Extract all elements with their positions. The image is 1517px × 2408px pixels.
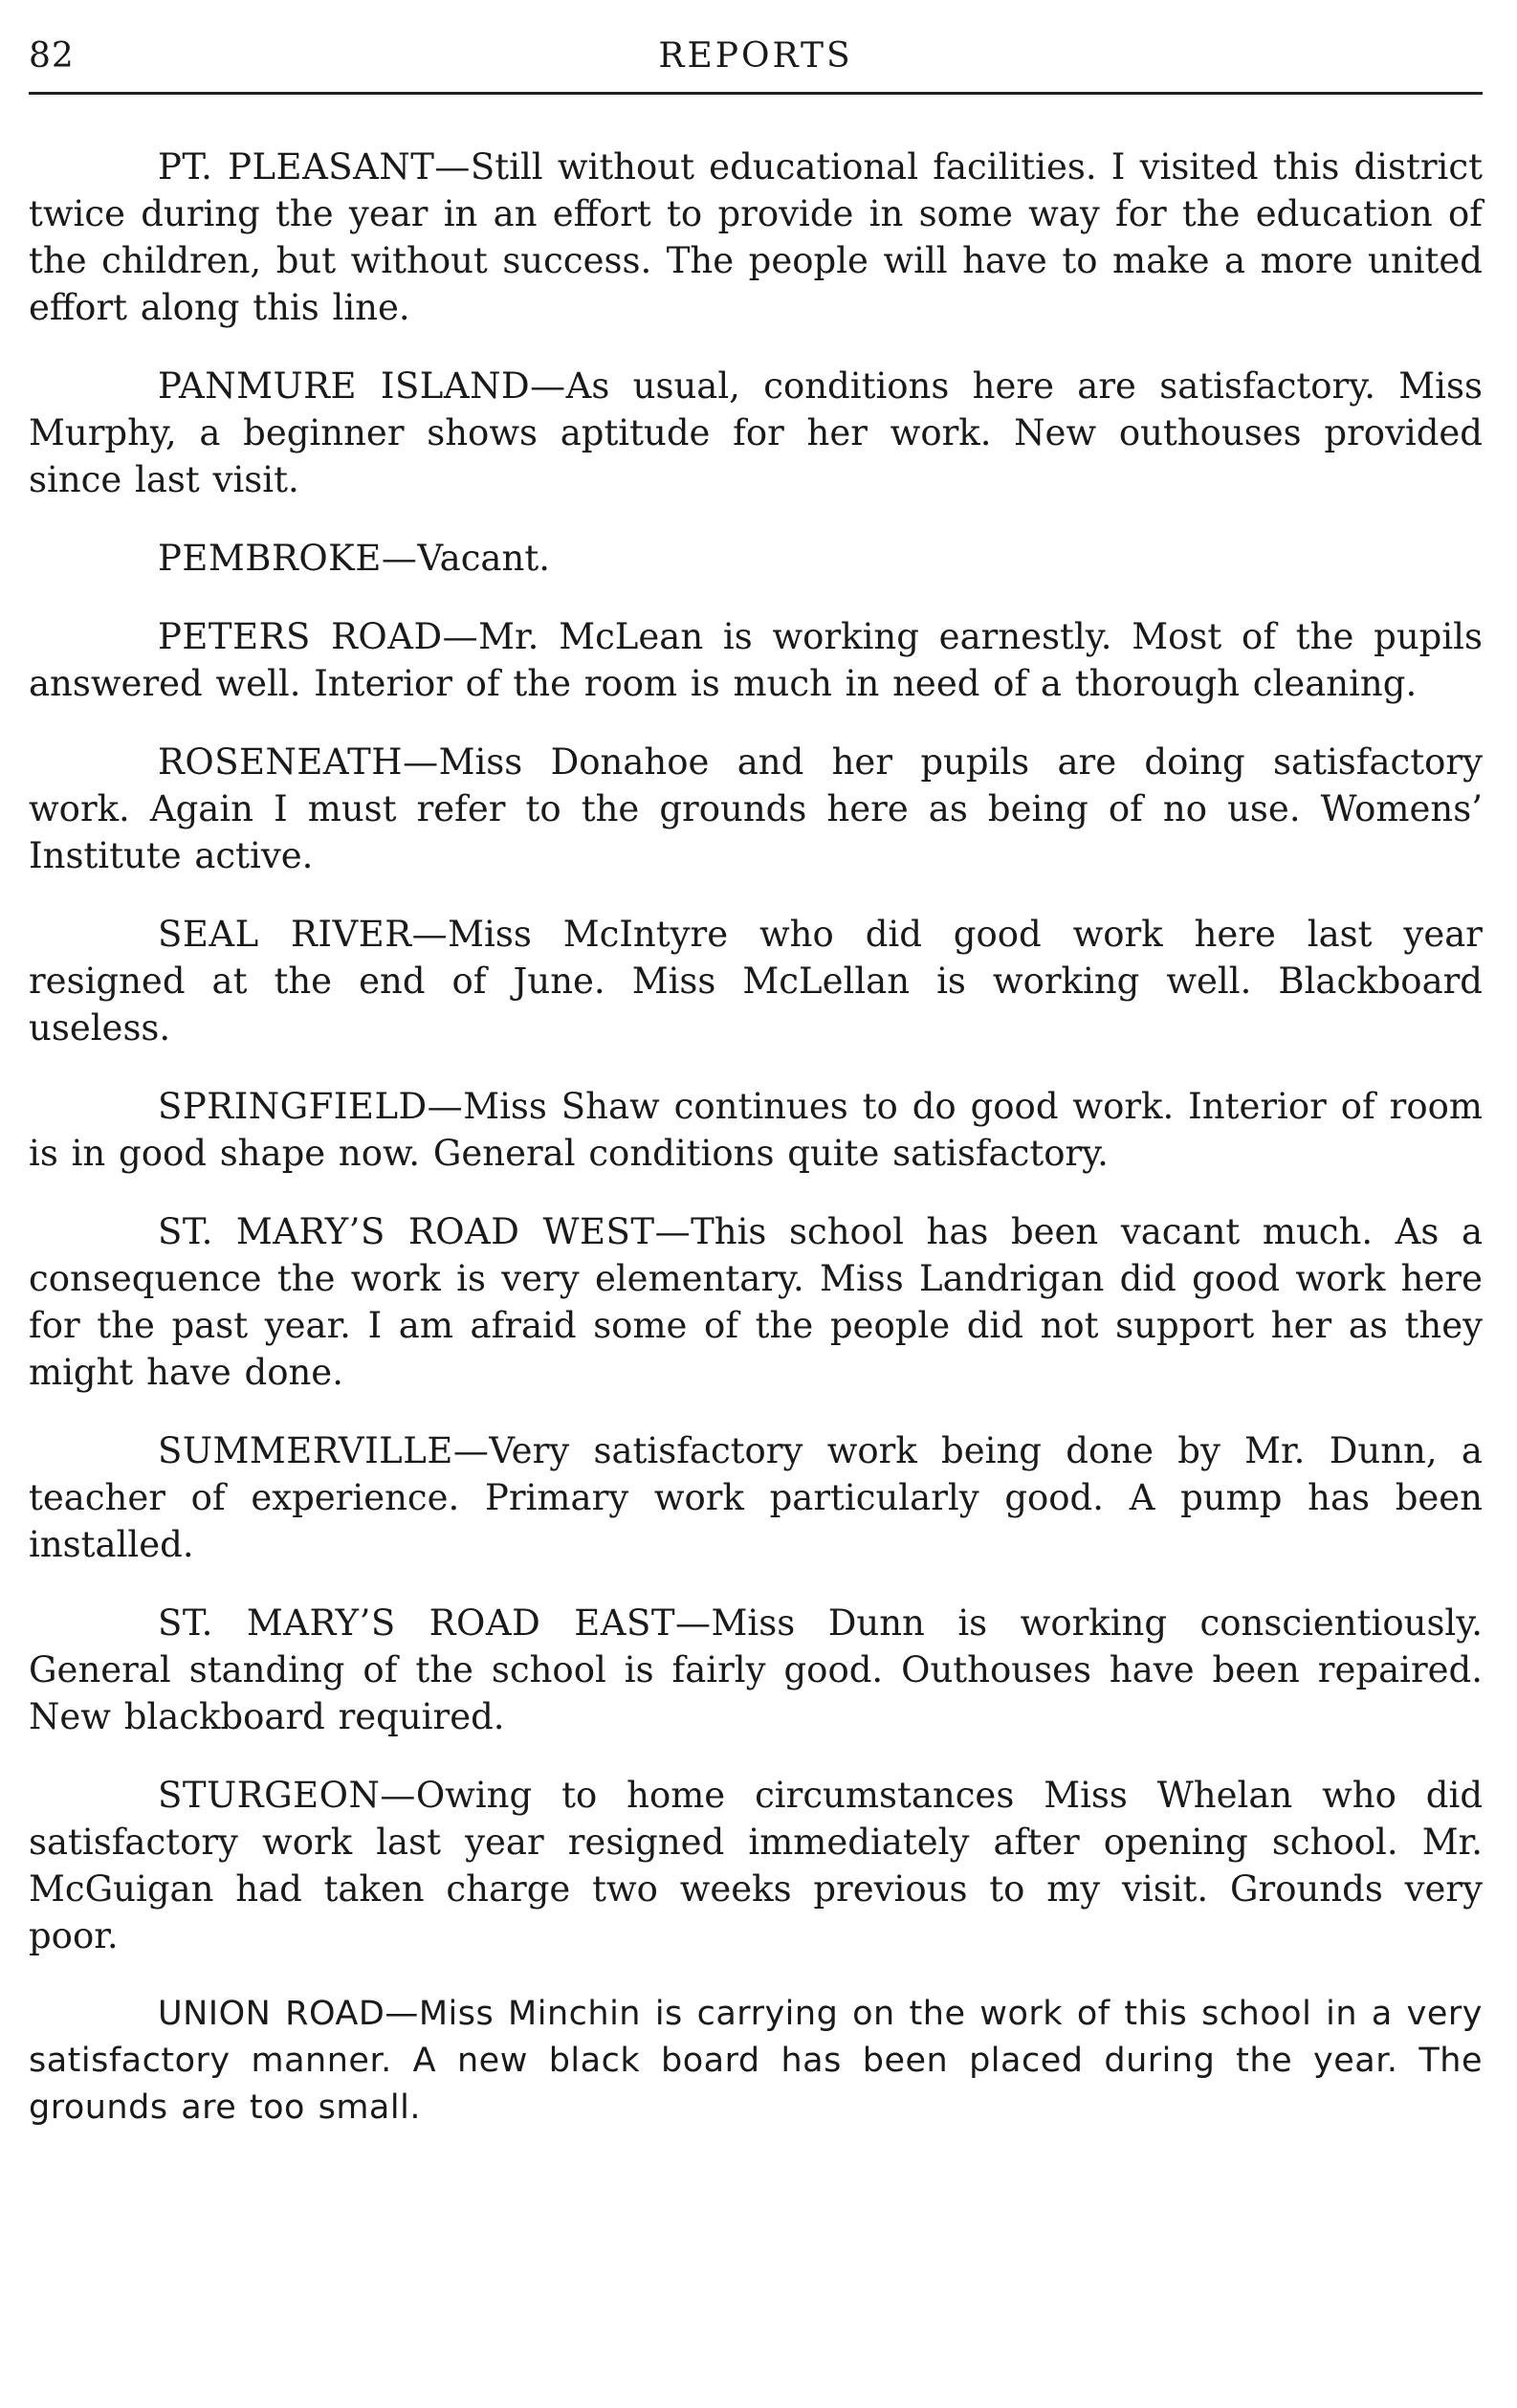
entry-text: Mr. McLean is working earnestly. Most of the pupils answered well. Interior of the room is much in need of a thorough cleaning.: [29, 616, 1484, 704]
page-header: [29, 29, 1483, 88]
entry-text: Still without educational facilities. I visited this district twice during the year in an effort to provide in some way for the education of the children, but without success. The people will have to make a more united effort along this line.: [29, 146, 1483, 328]
entry-heading: ST. MARY’S ROAD WEST—: [158, 1211, 692, 1252]
report-entry-pt-pleasant: [29, 144, 1483, 331]
report-body: [29, 144, 1483, 2163]
entry-heading: UNION ROAD—: [158, 1995, 419, 2033]
entry-text: Miss Minchin is carrying on the work of this school in a very satisfactory manner. A new black board has been placed during the year. The grounds are too small.: [29, 1995, 1483, 2127]
entry-text: Miss Shaw continues to do good work. Interior of room is in good shape now. General conditions quite satisfactory.: [29, 1086, 1483, 1174]
entry-heading: PETERS ROAD—: [158, 616, 479, 657]
report-entry-seal-river: [29, 911, 1483, 1051]
entry-heading: ST. MARY’S ROAD EAST—: [158, 1602, 712, 1644]
entry-text: Miss Dunn is working conscientiously. General standing of the school is fairly good. Outhouses have been repaired. New blackboard required.: [29, 1602, 1484, 1737]
header-rule: [29, 92, 1483, 95]
entry-text: As usual, conditions here are satisfactory. Miss Murphy, a beginner shows aptitude for her work. New outhouses provided since last visit.: [29, 365, 1483, 500]
report-entry-st-marys-road-west: [29, 1208, 1483, 1396]
entry-heading: PT. PLEASANT—: [158, 146, 471, 188]
entry-text: Owing to home circumstances Miss Whelan who did satisfactory work last year resigned immediately after opening school. Mr. McGuigan had taken charge two weeks previous to my visit. Grounds very poor.: [29, 1775, 1483, 1956]
entry-heading: PANMURE ISLAND—: [158, 365, 566, 407]
entry-text: Miss McIntyre who did good work here last year resigned at the end of June. Miss McLellan is working well. Blackboard useless.: [29, 914, 1483, 1049]
page-number: 82: [29, 36, 75, 76]
report-entry-springfield: [29, 1083, 1483, 1177]
entry-heading: SPRINGFIELD—: [158, 1086, 464, 1127]
document-page: [29, 29, 1483, 2382]
running-head: REPORTS: [658, 36, 853, 76]
report-entry-panmure-island: [29, 363, 1483, 503]
report-entry-summerville: [29, 1427, 1483, 1568]
report-entry-st-marys-road-east: [29, 1600, 1483, 1740]
report-entry-sturgeon: [29, 1772, 1483, 1959]
report-entry-peters-road: [29, 613, 1483, 707]
report-entry-union-road: [29, 1991, 1483, 2132]
entry-text: Miss Donahoe and her pupils are doing satisfactory work. Again I must refer to the grounds here as being of no use. Womens’ Institute active.: [29, 741, 1483, 876]
entry-heading: ROSENEATH—: [158, 741, 439, 783]
report-entry-pembroke: [29, 535, 1483, 582]
entry-text: This school has been vacant much. As a consequence the work is very elementary. Miss Landrigan did good work here for the past year. I am afraid some of the people did not support her as they might have done.: [29, 1211, 1484, 1393]
entry-heading: PEMBROKE—: [158, 538, 418, 579]
entry-heading: SEAL RIVER—: [158, 914, 449, 955]
entry-text: Vacant.: [417, 538, 550, 579]
entry-heading: STURGEON—: [158, 1775, 416, 1816]
entry-heading: SUMMERVILLE—: [158, 1430, 490, 1471]
entry-text: Very satisfactory work being done by Mr. Dunn, a teacher of experience. Primary work particularly good. A pump has been installed.: [29, 1430, 1483, 1565]
report-entry-roseneath: [29, 739, 1483, 879]
